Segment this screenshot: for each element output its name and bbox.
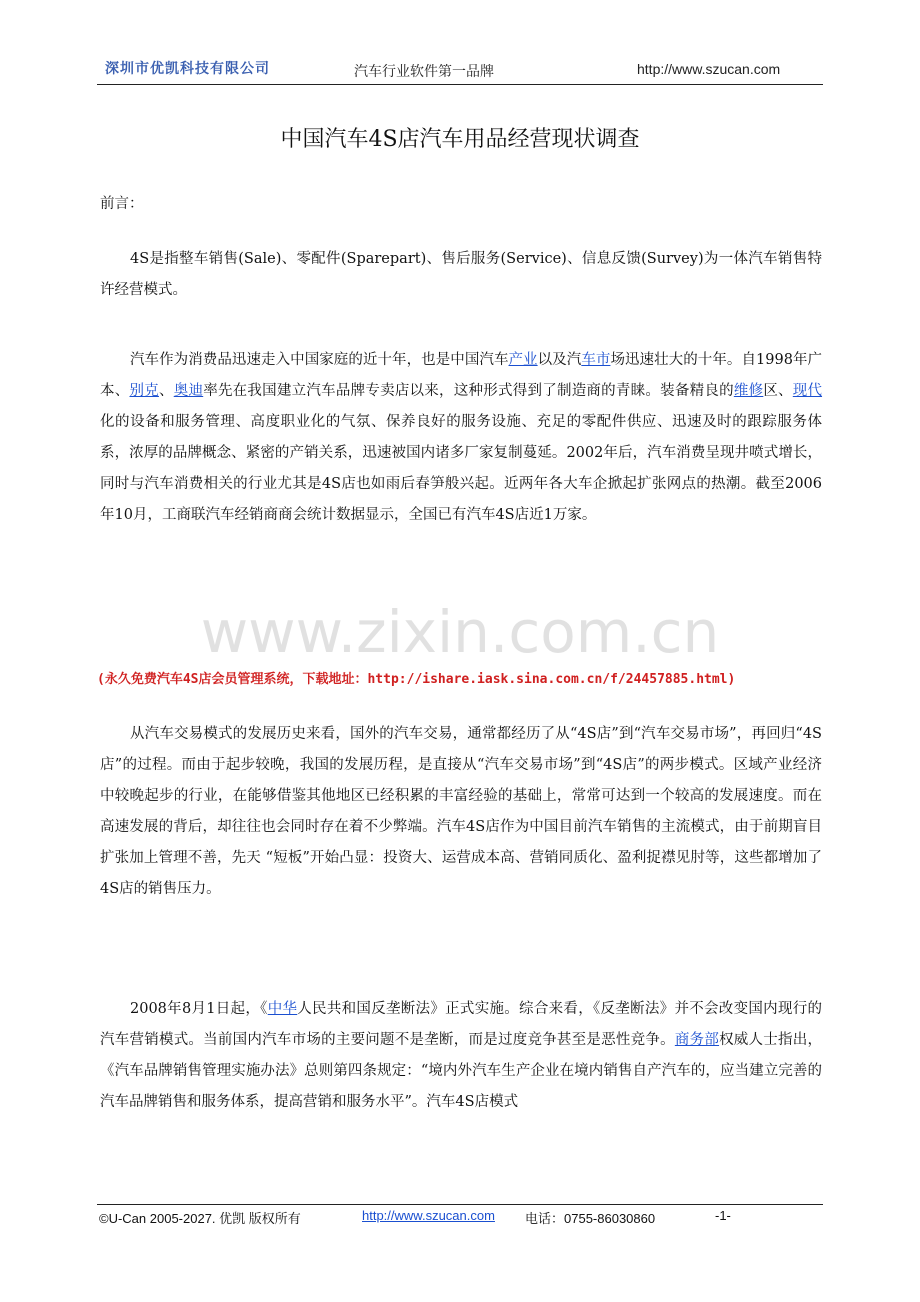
footer-copyright: ©U-Can 2005-2027. 优凯 版权所有: [99, 1211, 301, 1226]
link-shangwubu[interactable]: 商务部: [674, 1032, 720, 1048]
link-bieke[interactable]: 别克: [129, 383, 159, 399]
paragraph-3: 从汽车交易模式的发展历史来看，国外的汽车交易，通常都经历了从“4S店”到“汽车交易市场”，再回归“4S店”的过程。而由于起步较晚，我国的发展历程，是直接从“汽车交易市场”到“4S店”的两步模式。区域产业经济中较晚起步的行业，在能够借鉴其他地区已经积累的丰富经验的基础上，常常可达到一个较高的发展速度。而在高速发展的背后，却往往也会同时存在着不少弊端。汽车4S店作为中国目前汽车销售的主流模式，由于前期盲目扩张加上管理不善，先天 “短板”开始凸显：投资大、运营成本高、营销同质化、盈利捉襟见肘等，这些都增加了4S店的销售压力。: [100, 726, 822, 897]
page-footer: [97, 1208, 823, 1228]
link-cheshi[interactable]: 车市: [581, 352, 611, 368]
company-name: 深圳市优凯科技有限公司: [105, 61, 270, 77]
link-chanye[interactable]: 产业: [508, 352, 538, 368]
document-title: 中国汽车4S店汽车用品经营现状调查: [280, 127, 640, 152]
p2-text-5: 率先在我国建立汽车品牌专卖店以来，这种形式得到了制造商的青睐。装备精良的: [203, 383, 734, 399]
paragraph-4-block: [100, 994, 822, 1118]
p4-text-3: 权威人士指出，《汽车品牌销售管理实施办法》总则第四条规定：“境内外汽车生产企业在境内销售自产汽车的，应当建立完善的汽车品牌销售和服务体系，提高营销和服务水平”。汽车4S店模式: [100, 1032, 822, 1110]
p2-text-1: 汽车作为消费品迅速走入中国家庭的近十年，也是中国汽车: [130, 352, 509, 368]
paragraph-2: [100, 345, 822, 531]
p4-text-1: 2008年8月1日起，《: [130, 1001, 268, 1017]
watermark: www.zixin.com.cn: [200, 598, 720, 666]
paragraph-1-block: [100, 244, 822, 306]
preface-section: [100, 189, 822, 220]
p2-text-7: 化的设备和服务管理、高度职业化的气氛、保养良好的服务设施、充足的零配件供应、迅速及时的跟踪服务体系，浓厚的品牌概念、紧密的产销关系，迅速被国内诸多厂家复制蔓延。2002年后，汽车消费呈现井喷式增长，同时与汽车消费相关的行业尤其是4S店也如雨后春笋般兴起。近两年各大车企掀起扩张网点的热潮。截至2006年10月，工商联汽车经销商商会统计数据显示，全国已有汽车4S店近1万家。: [100, 414, 822, 523]
link-aodi[interactable]: 奥迪: [173, 383, 204, 399]
page-number: -1-: [715, 1208, 731, 1223]
promo-line[interactable]: (永久免费汽车4S店会员管理系统，下载地址：http://ishare.iask.sina.com.cn/f/24457885.html): [97, 672, 736, 687]
page-header: [97, 52, 823, 84]
link-zhonghua[interactable]: 中华: [267, 1001, 298, 1017]
footer-phone: 电话：0755-86030860: [525, 1211, 656, 1226]
header-divider: [97, 84, 823, 85]
p2-text-2: 以及汽: [537, 352, 582, 368]
paragraph-1: 4S是指整车销售(Sale)、零配件(Sparepart)、售后服务(Service)、信息反馈(Survey)为一体汽车销售特许经营模式。: [100, 251, 822, 298]
p2-text-3: 场迅速壮大的十年。自1998年广本、: [100, 352, 823, 399]
p2-text-4: 、: [158, 383, 174, 399]
paragraph-2-block: [100, 345, 822, 531]
header-slogan: 汽车行业软件第一品牌: [354, 64, 494, 80]
header-url[interactable]: http://www.szucan.com: [637, 61, 781, 77]
link-xiandai[interactable]: 现代: [792, 383, 823, 399]
promo-block: [97, 664, 827, 695]
link-weixiu[interactable]: 维修: [733, 383, 764, 399]
preface-label: 前言：: [100, 196, 144, 212]
p4-text-2: 人民共和国反垄断法》正式实施。综合来看，《反垄断法》并不会改变国内现行的汽车营销模式。当前国内汽车市场的主要问题不是垄断，而是过度竞争甚至是恶性竞争。: [100, 1001, 823, 1048]
paragraph-4: [100, 994, 822, 1118]
p2-text-6: 区、: [763, 383, 793, 399]
footer-divider: [97, 1204, 823, 1205]
footer-url[interactable]: http://www.szucan.com: [362, 1208, 495, 1223]
paragraph-3-block: [100, 719, 822, 905]
